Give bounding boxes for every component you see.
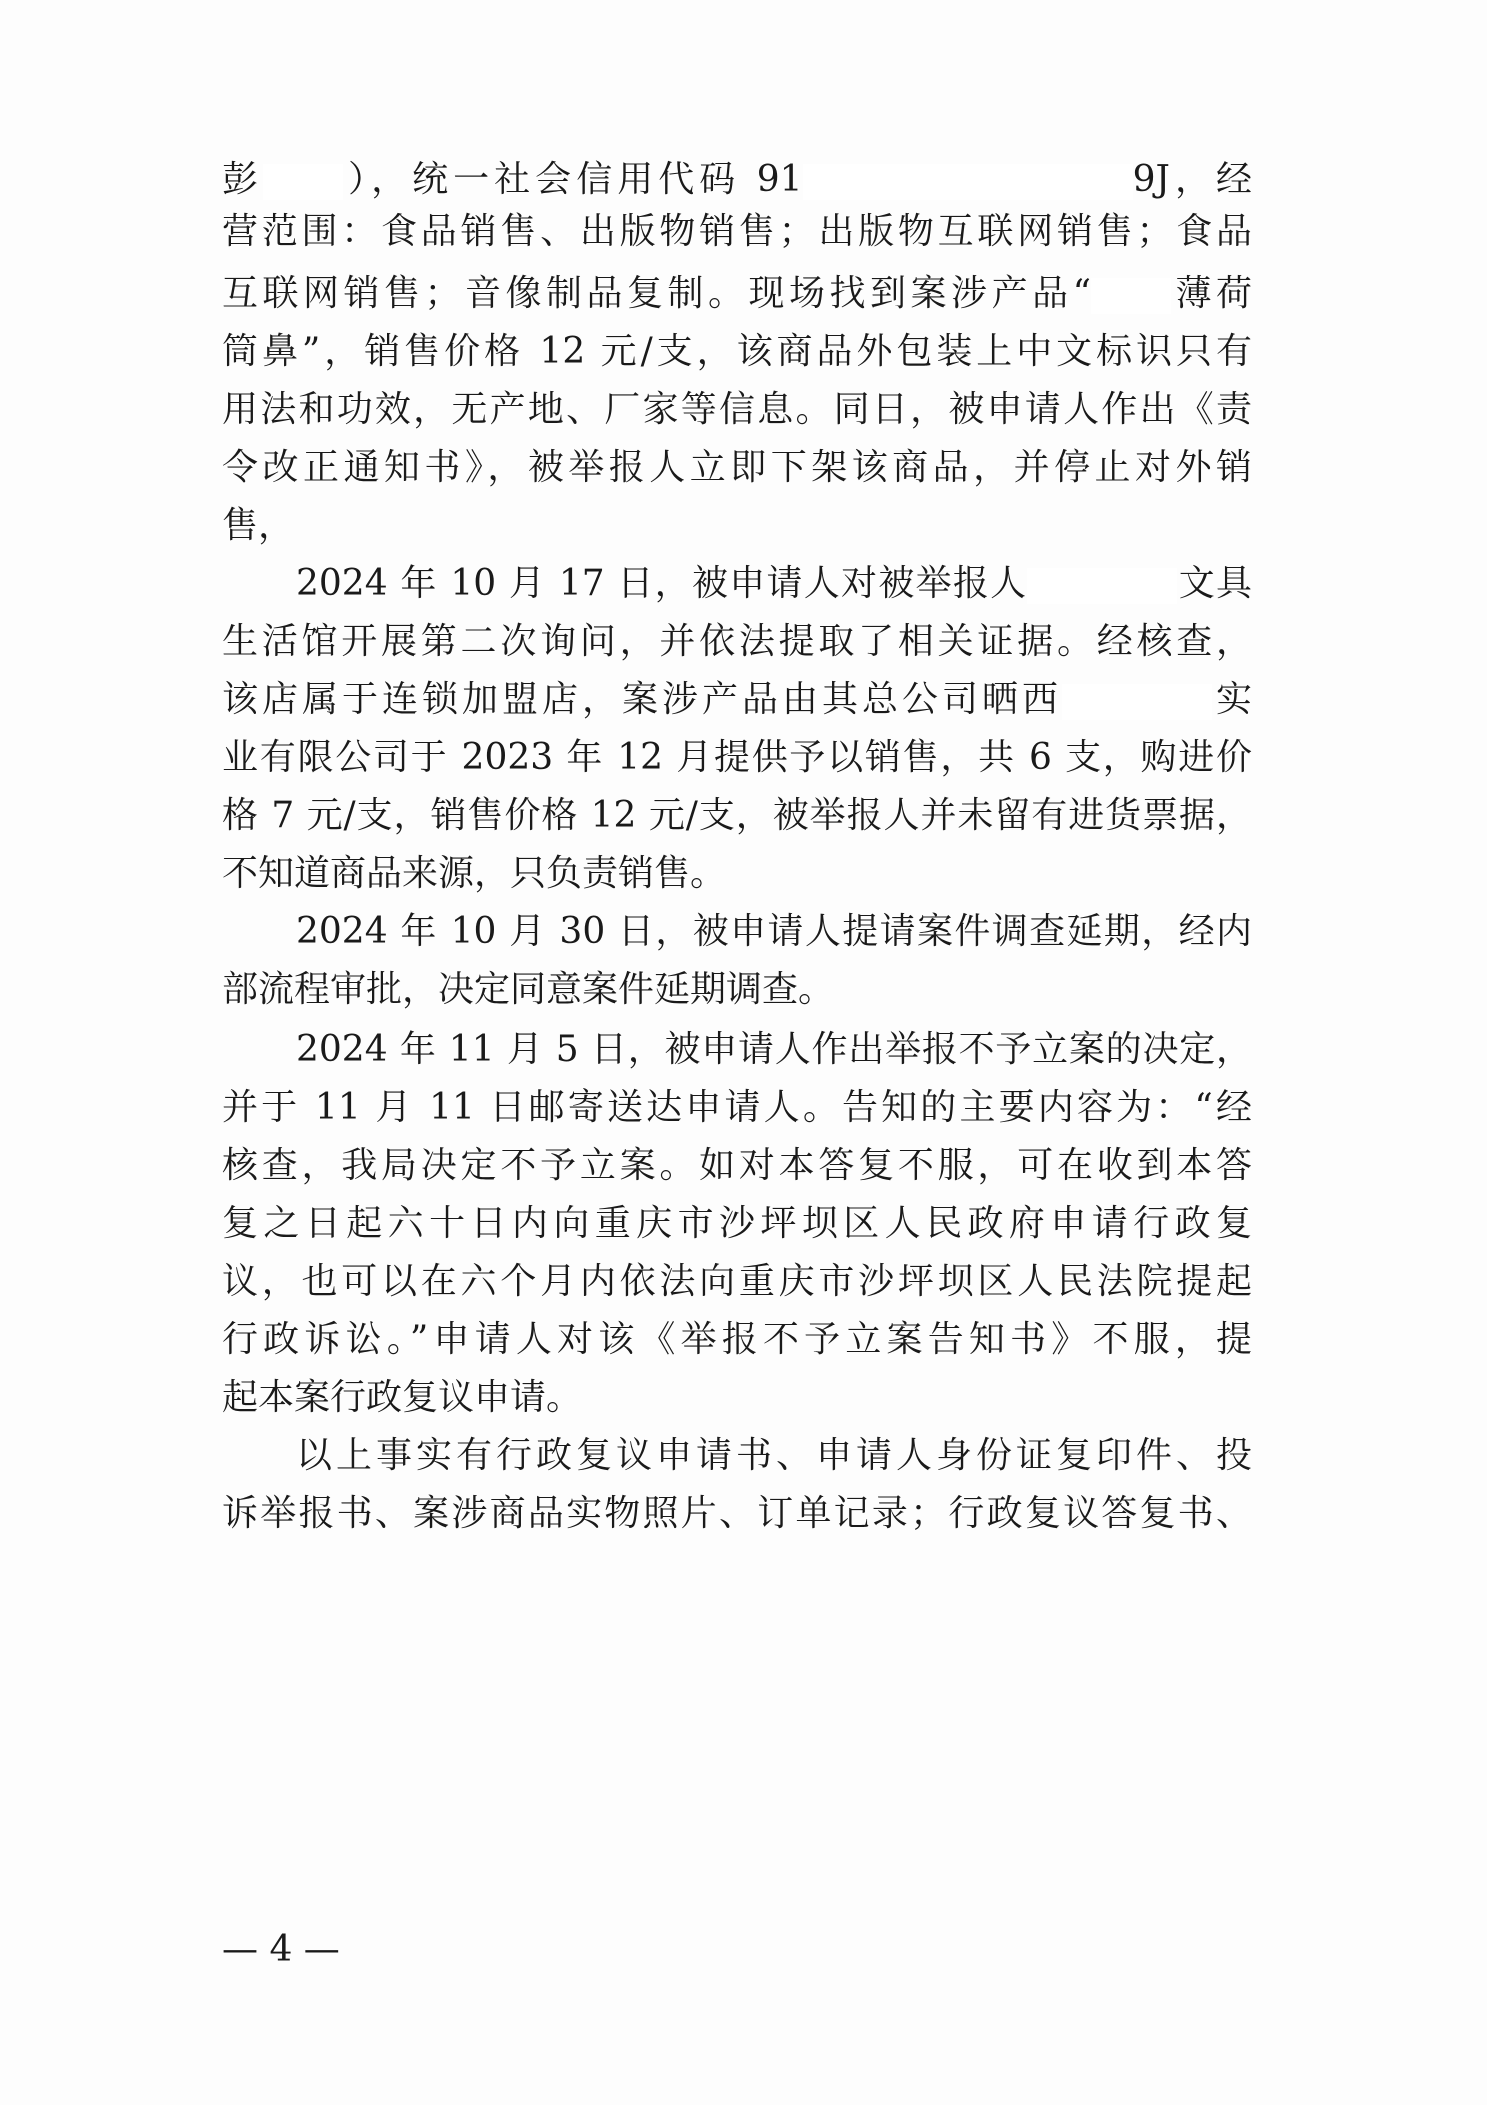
text-line-23: 以上事实有行政复议申请书、申请人身份证复印件、投 xyxy=(296,1435,1252,1476)
text-line-21: 行政诉讼。”申请人对该《举报不予立案告知书》不服，提 xyxy=(222,1319,1252,1360)
text-line-9: 生活馆开展第二次询问，并依法提取了相关证据。经核查， xyxy=(222,621,1252,662)
text-line-4: 筒鼻”，销售价格 12 元/支，该商品外包装上中文标识只有 xyxy=(222,331,1252,372)
text-line-11: 业有限公司于 2023 年 12 月提供予以销售，共 6 支，购进价 xyxy=(222,737,1252,778)
line-10-start: 该店属于连锁加盟店，案涉产品由其总公司晒西 xyxy=(222,679,1062,720)
line-8-end: 文具 xyxy=(1177,563,1252,604)
redaction-block xyxy=(1027,568,1177,604)
text-line-22: 起本案行政复议申请。 xyxy=(222,1377,583,1418)
text-line-16: 2024 年 11 月 5 日，被申请人作出举报不予立案的决定， xyxy=(296,1029,1252,1070)
text-line-17: 并于 11 月 11 日邮寄送达申请人。告知的主要内容为：“经 xyxy=(222,1087,1252,1128)
text-line-14: 2024 年 10 月 30 日，被申请人提请案件调查延期，经内 xyxy=(296,911,1252,952)
text-line-2: 营范围：食品销售、出版物销售；出版物互联网销售；食品 xyxy=(222,211,1252,252)
line-8-start: 2024 年 10 月 17 日，被申请人对被举报人 xyxy=(296,563,1028,604)
line-10-end: 实 xyxy=(1211,679,1252,720)
line-3-start: 互联网销售；音像制品复制。现场找到案涉产品“ xyxy=(222,273,1091,314)
text-line-10 xyxy=(222,668,1252,732)
page-number: — 4 — xyxy=(222,1929,340,1970)
text-line-7: 售， xyxy=(222,505,295,546)
text-line-3 xyxy=(222,262,1252,326)
line-3-end: 薄荷 xyxy=(1170,273,1252,314)
redaction-block xyxy=(1091,278,1171,314)
line-1-middle: ），统一社会信用代码 91 xyxy=(343,159,803,200)
text-line-8 xyxy=(296,552,1252,616)
text-line-13: 不知道商品来源，只负责销售。 xyxy=(222,853,727,894)
text-line-5: 用法和功效，无产地、厂家等信息。同日，被申请人作出《责 xyxy=(222,389,1252,430)
text-line-18: 核查，我局决定不予立案。如对本答复不服，可在收到本答 xyxy=(222,1145,1252,1186)
redaction-block xyxy=(803,164,1133,200)
text-line-12: 格 7 元/支，销售价格 12 元/支，被举报人并未留有进货票据， xyxy=(222,795,1252,836)
redaction-block xyxy=(263,164,343,200)
line-1-end: 9J，经 xyxy=(1132,159,1252,200)
text-line-20: 议，也可以在六个月内依法向重庆市沙坪坝区人民法院提起 xyxy=(222,1261,1252,1302)
line-1-start: 彭 xyxy=(222,159,264,200)
text-line-6: 令改正通知书》，被举报人立即下架该商品，并停止对外销 xyxy=(222,447,1252,488)
text-line-24: 诉举报书、案涉商品实物照片、订单记录；行政复议答复书、 xyxy=(222,1493,1252,1534)
redaction-block xyxy=(1062,684,1212,720)
text-line-15: 部流程审批，决定同意案件延期调查。 xyxy=(222,969,835,1010)
text-line-19: 复之日起六十日内向重庆市沙坪坝区人民政府申请行政复 xyxy=(222,1203,1252,1244)
